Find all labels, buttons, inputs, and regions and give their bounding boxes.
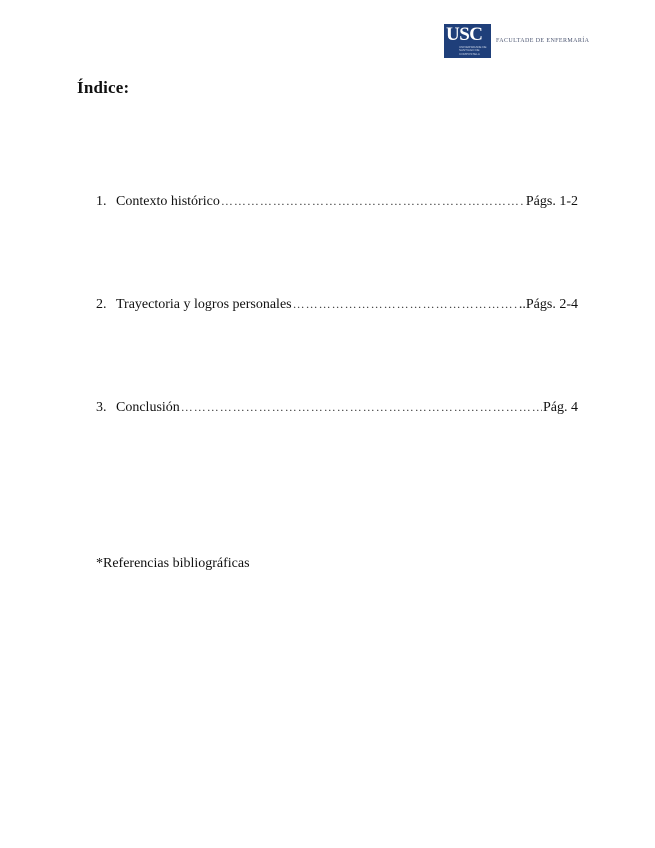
faculty-name: FACULTADE DE ENFERMARÍA <box>496 38 590 44</box>
toc-number: 2. <box>96 297 107 312</box>
toc-page-ref: ..Págs. 2-4 <box>518 297 578 312</box>
toc-entry <box>96 192 578 211</box>
toc-dot-leader <box>181 398 542 416</box>
toc-entry <box>96 398 578 417</box>
toc-dot-leader <box>293 295 518 313</box>
references-note: *Referencias bibliográficas <box>96 556 250 571</box>
toc-label: Contexto histórico <box>116 194 220 209</box>
logo-letters: USC <box>446 24 483 45</box>
toc-label: Conclusión <box>116 400 180 415</box>
toc-entry <box>96 295 578 314</box>
index-title: Índice: <box>77 78 130 97</box>
toc-page-ref: Págs. 1-2 <box>525 194 578 209</box>
university-logo <box>444 24 590 58</box>
usc-logo-mark <box>444 24 491 58</box>
toc-number: 3. <box>96 400 107 415</box>
toc-label: Trayectoria y logros personales <box>116 297 292 312</box>
toc-page-ref: Pág. 4 <box>543 400 578 415</box>
logo-subtext: UNIVERSIDADE DE SANTIAGO DE COMPOSTELA <box>459 45 487 56</box>
toc-dot-leader <box>221 192 525 210</box>
toc-number: 1. <box>96 194 107 209</box>
